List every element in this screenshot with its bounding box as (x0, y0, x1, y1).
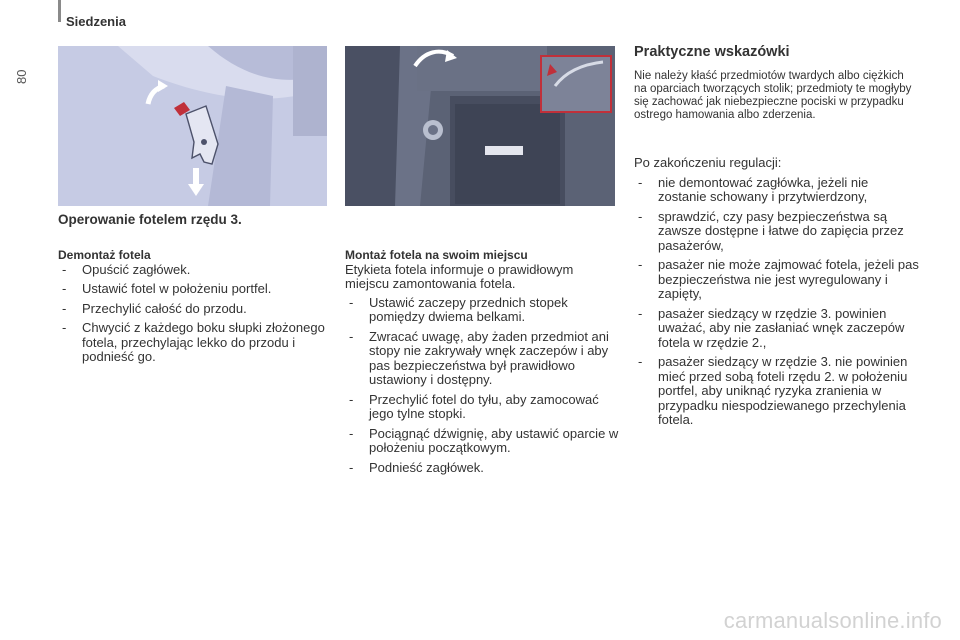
tips-list (634, 176, 919, 428)
list-item: - pasażer siedzący w rzędzie 3. nie powinien mieć przed sobą foteli rzędu 2. w położeniu portfel, aby uniknąć ryzyka zranienia w przypadku niespodziewanego przechylenia fotela. (634, 355, 919, 428)
installation-steps (345, 296, 620, 476)
seat-bracket-photo (58, 46, 327, 206)
removal-subtitle: Demontaż fotela (58, 248, 151, 262)
list-item: - Zwracać uwagę, aby żaden przedmiot ani stopy nie zakrywały wnęk zaczepów i aby pas bezpieczeństwa był prawidłowo ustawiony i dostępny. (345, 330, 620, 388)
removal-steps (58, 263, 328, 365)
tips-note: Nie należy kłaść przedmiotów twardych albo ciężkich na oparciach tworzących stolik; przedmioty te mogłyby się zachować jak niebezpieczne pociski w przypadku ostrego hamowania albo zderzenia. (634, 70, 912, 121)
seat-latch-photo (345, 46, 615, 206)
section-heading: Operowanie fotelem rzędu 3. (58, 212, 242, 227)
list-item: - Przechylić całość do przodu. (58, 302, 328, 317)
section-marker (58, 0, 61, 22)
list-item: - Pociągnąć dźwignię, aby ustawić oparcie w położeniu początkowym. (345, 427, 620, 456)
removal-section (58, 248, 328, 370)
list-item: - Ustawić zaczepy przednich stopek pomiędzy dwiema belkami. (345, 296, 620, 325)
list-item: - Opuścić zagłówek. (58, 263, 328, 278)
list-item: - Przechylić fotel do tyłu, aby zamocować jego tylne stopki. (345, 393, 620, 422)
installation-section (345, 248, 620, 480)
list-item: - pasażer siedzący w rzędzie 3. powinien uważać, aby nie zasłaniać wnęk zaczepów fotela w rzędzie 2., (634, 307, 919, 351)
list-item: - Ustawić fotel w położeniu portfel. (58, 282, 328, 297)
list-item: - pasażer nie może zajmować fotela, jeżeli pas bezpieczeństwa nie jest wyregulowany i zapięty, (634, 258, 919, 302)
tips-intro: Po zakończeniu regulacji: (634, 155, 782, 170)
list-item: - Podnieść zagłówek. (345, 461, 620, 476)
list-item: - Chwycić z każdego boku słupki złożonego fotela, przechylając lekko do przodu i podnieść go. (58, 321, 328, 365)
page-number: 80 (14, 69, 29, 84)
installation-intro: Etykieta fotela informuje o prawidłowym miejscu zamontowania fotela. (345, 261, 574, 291)
tips-heading: Praktyczne wskazówki (634, 44, 790, 60)
section-title: Siedzenia (66, 14, 126, 29)
tips-section (634, 156, 919, 433)
list-item: - sprawdzić, czy pasy bezpieczeństwa są zawsze dostępne i łatwe do zapięcia przez pasażerów, (634, 210, 919, 254)
watermark-brand: carmanualsonline.info (723, 608, 942, 633)
installation-subtitle: Montaż fotela na swoim miejscu (345, 248, 528, 262)
list-item: - nie demontować zagłówka, jeżeli nie zostanie schowany i przytwierdzony, (634, 176, 919, 205)
